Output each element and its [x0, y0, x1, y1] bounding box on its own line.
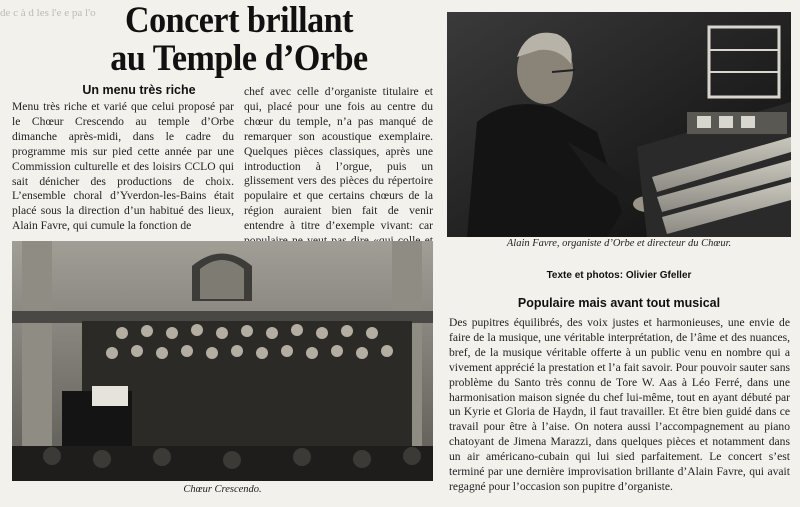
article-column-2: chef avec celle d’organiste titulaire et qui, placé pour une fois au centre du chœur du temple, n’a pas manqué de remarquer son acoustique exemplaire. Quelques pièces classiques, après une introduction à l’orgue, puis un glissement vers des pièces du répertoire populaire et que certains chœurs de la région auraient bien fait de venir entendre à titre d’exemple vivant: car: [244, 85, 433, 233]
organist-photo-illustration: [447, 12, 791, 237]
headline-line-1: Concert brillant: [124, 0, 354, 41]
organist-photo: [447, 12, 791, 237]
organist-photo-caption: Alain Favre, organiste d’Orbe et directeur du Chœur.: [506, 238, 732, 249]
article-column-1: Menu très riche et varié que celui proposé par le Chœur Crescendo au temple d’Orbe dimanche après-midi, dans le cadre du programme mis sur pied cette année par une Commission culturelle et des loisirs CCLO qui sait dénicher des productions de choix. L’ensemble choral d’Yverdon-les-Bains était placé sous la direction d’un habitué des lieux, Alain Favre, qui cumule la fonction de: [12, 100, 234, 233]
subheading-menu: Un menu très riche: [82, 83, 196, 97]
article-column-3: Des pupitres équilibrés, des voix justes et harmonieuses, une envie de faire de la musique, une véritable interprétation, de l’âme et des nuances, bref, de la musique véritable offerte à un public venu en nombre qui a vivement apprécié la prestation et l’a fait savoir. Pour pouvoir sauter sans problème du Santo très connu de Tore W. Aas à Léo Ferré, dans une harmonisation maison signée du chef lui-même, tout en ayant débuté par un Kyrie et Gloria de Haydn, il faut travailler. Et être bien guidé dans ce travail pour être à l’aise. On notera aussi l’accompagnement au piano chatoyant de Jimena Marazzi, dans quelques pièces et notamment dans un air américano-cubain qui lui sied parfaitement. Le concert s’est terminé par une dernière improvisation brillante d’Alain Favre, qui avait regagné pour l’occasion son pupitre d’organiste.: [449, 316, 790, 493]
headline-line-2: au Temple d’Orbe: [110, 38, 368, 79]
choir-photo: [12, 241, 433, 481]
previous-article-fragment: de c à d les l'e e pa l'o: [0, 7, 96, 19]
headline: [60, 2, 419, 78]
photo-credit: Texte et photos: Olivier Gfeller: [546, 270, 692, 281]
subheading-populaire: Populaire mais avant tout musical: [517, 296, 721, 310]
choir-photo-illustration: [12, 241, 433, 481]
choir-photo-caption: Chœur Crescendo.: [183, 484, 262, 495]
